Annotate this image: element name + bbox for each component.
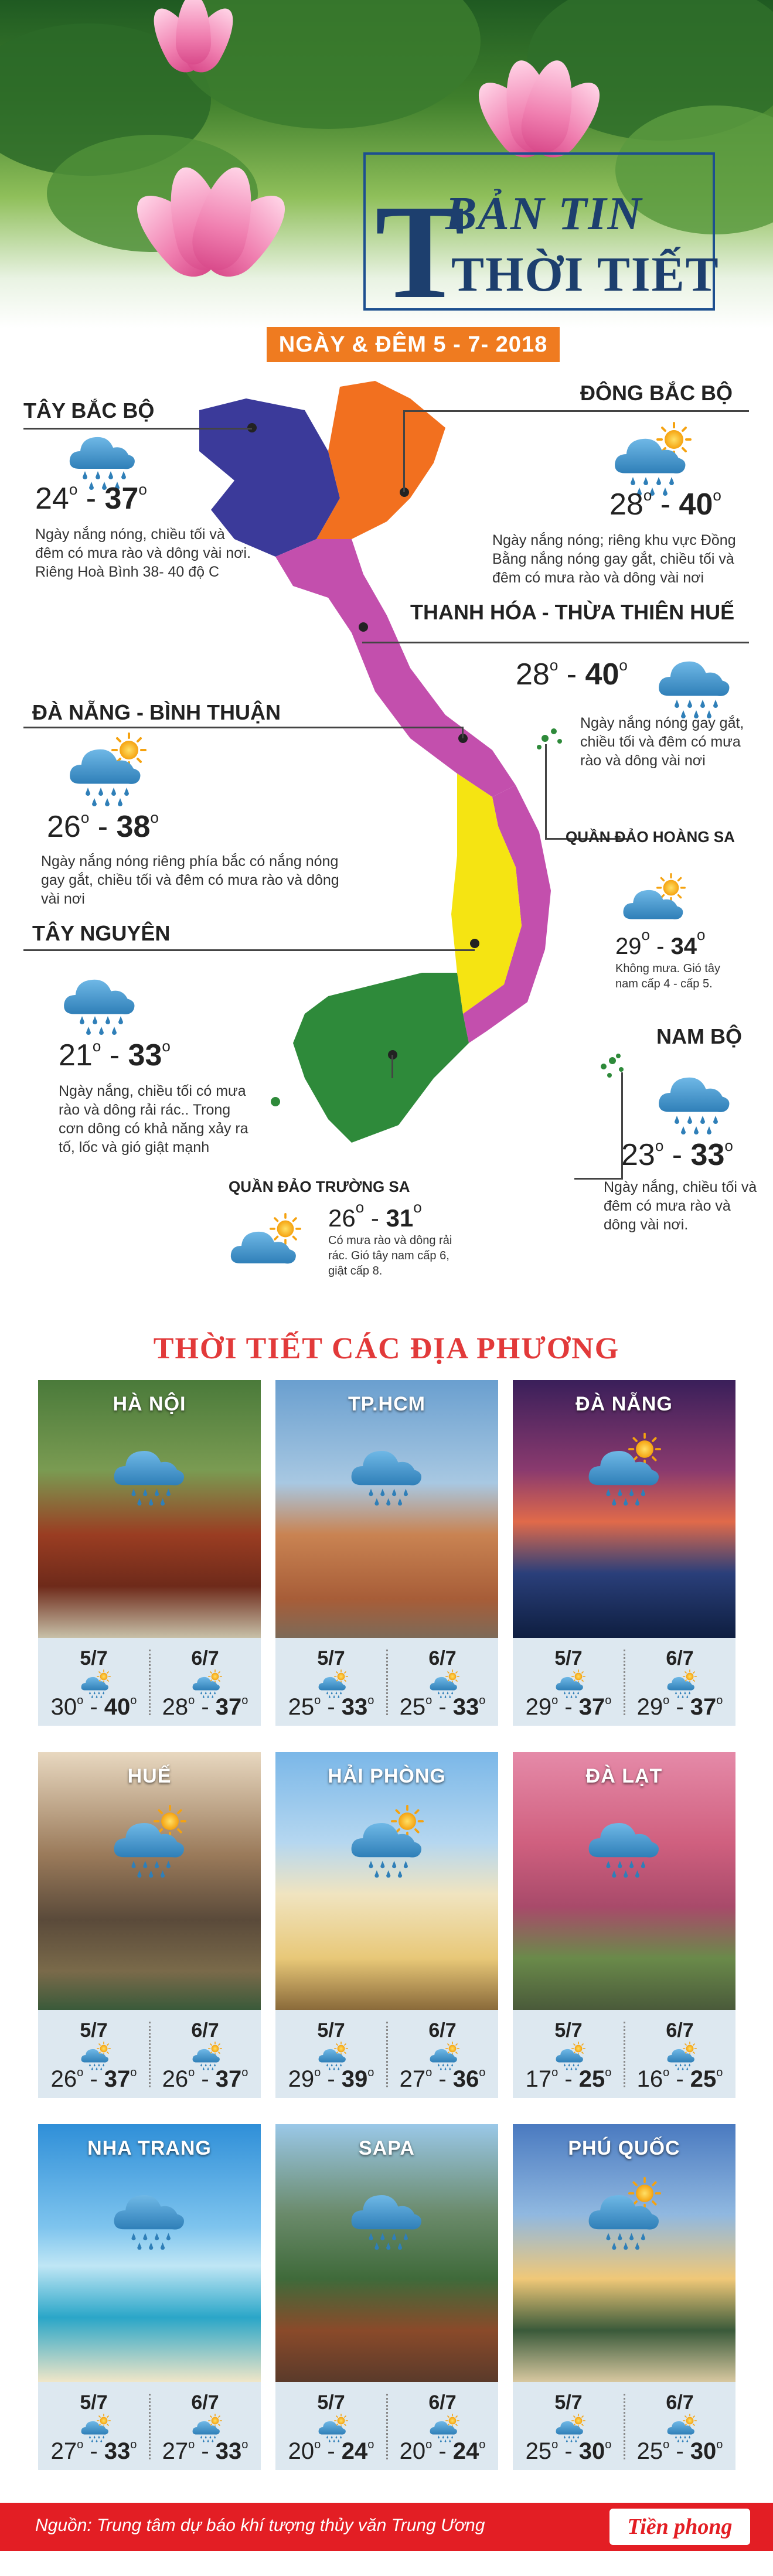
city-card (513, 1752, 735, 2098)
temperature-hoang-sa: 29$^o$ - 34$^o$ (615, 926, 706, 959)
leader-line (462, 727, 464, 738)
temperature-truong-sa: 26$^o$ - 31$^o$ (328, 1198, 422, 1232)
footer-bar (0, 2503, 773, 2551)
city-photo (513, 1380, 735, 1638)
leader-line (23, 727, 463, 728)
forecast-day-1: 5/7 (317, 2391, 345, 2414)
temperature-day-1: 27$^o$ - 33$^o$ (50, 2438, 137, 2464)
city-card (513, 2124, 735, 2470)
weather-icon (343, 1433, 431, 1509)
region-title-dong-bac-bo: ĐÔNG BẮC BỘ (580, 381, 733, 405)
title-line-2: THỜI TIẾT (451, 247, 720, 302)
temperature-day-1: 30$^o$ - 40$^o$ (50, 1694, 137, 1720)
source-credit: Nguồn: Trung tâm dự báo khí tượng thủy văn Trung Ương (35, 2516, 485, 2535)
city-name: ĐÀ NẴNG (576, 1393, 673, 1415)
city-card (275, 2124, 498, 2470)
forecast-day-1: 5/7 (554, 1647, 583, 1669)
map-region-bac-trung-bo (275, 539, 516, 797)
forecast-text-da-nang-binh-thuan: Ngày nắng nóng riêng phía bắc có nắng nóng gay gắt, chiều tối và đêm có mưa rào và dông vài nơi (41, 853, 339, 907)
date-banner: NGÀY & ĐÊM 5 - 7- 2018 (267, 327, 560, 362)
weather-icon (105, 1805, 193, 1881)
temperature-day-1: 17$^o$ - 25$^o$ (525, 2066, 612, 2092)
region-title-thanh-hoa-hue: THANH HÓA - THỪA THIÊN HUẾ (410, 600, 735, 624)
forecast-day-2: 6/7 (666, 2019, 694, 2042)
rain-cloud-icon (59, 966, 141, 1036)
hoang-sa-islands (537, 728, 562, 749)
weather-icon (580, 1433, 668, 1509)
city-photo (38, 1380, 261, 1638)
temperature-day-2: 27$^o$ - 36$^o$ (399, 2066, 486, 2092)
city-card (275, 1752, 498, 2098)
phu-quoc-island (271, 1097, 280, 1106)
city-forecast-panel (38, 2382, 261, 2470)
leader-line (403, 410, 405, 492)
forecast-day-1: 5/7 (317, 1647, 345, 1669)
temperature-dong-bac-bo: 28$^o$ - 40$^o$ (609, 486, 721, 522)
rain-cloud-icon (651, 645, 738, 721)
map-region-dong-bac (316, 381, 445, 539)
city-photo (38, 1752, 261, 2010)
temperature-day-2: 29$^o$ - 37$^o$ (636, 1694, 723, 1720)
temperature-day-2: 16$^o$ - 25$^o$ (636, 2066, 723, 2092)
region-title-nam-bo: NAM BỘ (656, 1024, 742, 1048)
title-initial: T (375, 177, 465, 326)
city-forecast-panel (513, 1638, 735, 1726)
temperature-day-1: 25$^o$ - 30$^o$ (525, 2438, 612, 2464)
temperature-nam-bo: 23$^o$ - 33$^o$ (621, 1137, 733, 1172)
sun-cloud-icon (621, 873, 692, 926)
city-forecast-panel (275, 2382, 498, 2470)
temperature-day-1: 29$^o$ - 37$^o$ (525, 1694, 612, 1720)
city-forecast-panel (513, 2382, 735, 2470)
city-photo (38, 2124, 261, 2382)
temperature-thanh-hoa-hue: 28$^o$ - 40$^o$ (516, 656, 628, 691)
rain-cloud-icon (651, 1061, 738, 1137)
forecast-day-1: 5/7 (80, 2019, 108, 2042)
temperature-tay-nguyen: 21$^o$ - 33$^o$ (59, 1037, 171, 1072)
header-banner (0, 0, 773, 328)
city-card (38, 1380, 261, 1726)
forecast-day-2: 6/7 (428, 1647, 457, 1669)
forecast-day-1: 5/7 (80, 1647, 108, 1669)
weather-icon (580, 2177, 668, 2253)
forecast-text-nam-bo: Ngày nắng, chiều tối và đêm có mưa rào và dông vài nơi. (604, 1179, 757, 1233)
region-title-tay-bac-bo: TÂY BẮC BỘ (23, 398, 155, 422)
region-title-hoang-sa: QUẦN ĐẢO HOÀNG SA (566, 828, 735, 846)
sun-cloud-icon (229, 1213, 305, 1272)
city-name: HUẾ (127, 1765, 172, 1787)
tienphong-logo: Tiền phong (609, 2509, 750, 2545)
weather-icon (105, 2177, 193, 2253)
city-photo (275, 1380, 498, 1638)
city-name: ĐÀ LẠT (585, 1765, 663, 1787)
city-photo (275, 1752, 498, 2010)
leader-line (391, 1055, 393, 1078)
title-line-1: BẢN TIN (445, 188, 643, 240)
forecast-text-tay-nguyen: Ngày nắng, chiều tối có mưa rào và dông rải rác.. Trong cơn dông có khả năng xảy ra tố, lốc và gió giật mạnh (59, 1083, 248, 1156)
forecast-day-2: 6/7 (191, 1647, 219, 1669)
city-name: HÀ NỘI (113, 1393, 186, 1415)
city-card (275, 1380, 498, 1726)
forecast-day-1: 5/7 (554, 2391, 583, 2414)
temperature-day-2: 25$^o$ - 33$^o$ (399, 1694, 486, 1720)
city-name: HẢI PHÒNG (328, 1765, 446, 1787)
forecast-day-1: 5/7 (317, 2019, 345, 2042)
temperature-day-2: 25$^o$ - 30$^o$ (636, 2438, 723, 2464)
forecast-text-tay-bac-bo: Ngày nắng nóng, chiều tối và đêm có mưa rào và dông vài nơi. Riêng Hoà Bình 38- 40 độ C (35, 526, 251, 580)
lotus-flower-image (211, 205, 212, 206)
forecast-day-2: 6/7 (191, 2391, 219, 2414)
weather-icon (580, 1805, 668, 1881)
cities-section-title: THỜI TIẾT CÁC ĐỊA PHƯƠNG (153, 1332, 620, 1365)
leader-line (23, 949, 475, 951)
region-title-da-nang-binh-thuan: ĐÀ NẴNG - BÌNH THUẬN (32, 700, 281, 724)
temperature-day-2: 27$^o$ - 33$^o$ (162, 2438, 248, 2464)
map-region-nam-bo (293, 973, 469, 1143)
region-title-tay-nguyen: TÂY NGUYÊN (32, 921, 171, 945)
leader-line (545, 744, 547, 838)
temperature-day-1: 20$^o$ - 24$^o$ (288, 2438, 374, 2464)
region-title-truong-sa: QUẦN ĐẢO TRƯỜNG SA (229, 1178, 410, 1195)
temperature-day-2: 28$^o$ - 37$^o$ (162, 1694, 248, 1720)
weather-icon (343, 2177, 431, 2253)
forecast-day-2: 6/7 (666, 1647, 694, 1669)
forecast-day-2: 6/7 (666, 2391, 694, 2414)
temperature-day-1: 26$^o$ - 37$^o$ (50, 2066, 137, 2092)
temperature-da-nang-binh-thuan: 26$^o$ - 38$^o$ (47, 809, 159, 844)
city-forecast-panel (275, 2010, 498, 2098)
city-name: TP.HCM (348, 1393, 425, 1415)
forecast-day-2: 6/7 (191, 2019, 219, 2042)
temperature-day-1: 25$^o$ - 33$^o$ (288, 1694, 374, 1720)
truong-sa-islands (601, 1054, 624, 1078)
city-name: SAPA (359, 2137, 415, 2159)
leader-line (403, 410, 749, 412)
forecast-day-2: 6/7 (428, 2019, 457, 2042)
forecast-day-1: 5/7 (554, 2019, 583, 2042)
city-name: NHA TRANG (87, 2137, 212, 2159)
leader-line (362, 642, 749, 643)
city-card (38, 2124, 261, 2470)
sun-rain-cloud-icon (64, 732, 152, 809)
forecast-day-1: 5/7 (80, 2391, 108, 2414)
forecast-text-dong-bac-bo: Ngày nắng nóng; riêng khu vực Đồng Bằng nắng nóng gay gắt, chiều tối và đêm có mưa rào và dông vài nơi (492, 532, 736, 586)
temperature-day-1: 29$^o$ - 39$^o$ (288, 2066, 374, 2092)
city-card (513, 1380, 735, 1726)
forecast-text-truong-sa: Có mưa rào và dông rải rác. Gió tây nam cấp 6, giật cấp 8. (328, 1234, 452, 1277)
city-forecast-panel (38, 2010, 261, 2098)
city-forecast-panel (38, 1638, 261, 1726)
city-photo (513, 2124, 735, 2382)
city-forecast-panel (275, 1638, 498, 1726)
weather-icon (105, 1433, 193, 1509)
temperature-tay-bac-bo: 24$^o$ - 37$^o$ (35, 481, 147, 516)
city-forecast-panel (513, 2010, 735, 2098)
city-photo (513, 1752, 735, 2010)
temperature-day-2: 20$^o$ - 24$^o$ (399, 2438, 486, 2464)
city-name: PHÚ QUỐC (568, 2137, 680, 2159)
forecast-day-2: 6/7 (428, 2391, 457, 2414)
lotus-flower-image (539, 70, 540, 71)
city-card (38, 1752, 261, 2098)
forecast-text-thanh-hoa-hue: Ngày nắng nóng gay gắt, chiều tối và đêm có mưa rào và dông vài nơi (580, 715, 744, 769)
temperature-day-2: 26$^o$ - 37$^o$ (162, 2066, 248, 2092)
weather-icon (343, 1805, 431, 1881)
city-photo (275, 2124, 498, 2382)
forecast-text-hoang-sa: Không mưa. Gió tây nam cấp 4 - cấp 5. (615, 962, 721, 990)
